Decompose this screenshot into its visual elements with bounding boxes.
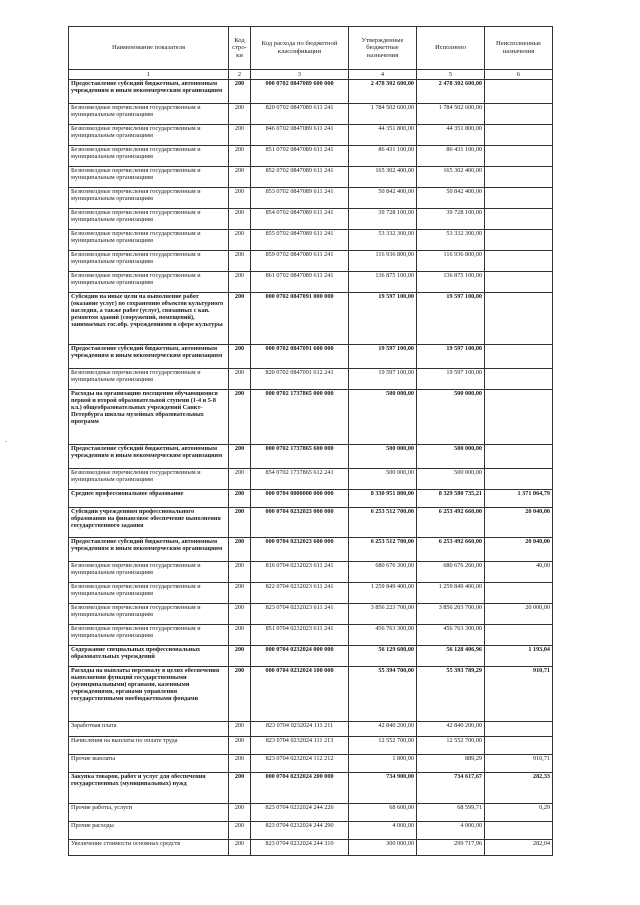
cell-budget-code: 000 0702 0847089 600 000 bbox=[251, 80, 349, 104]
cell-unexecuted: 40,00 bbox=[485, 562, 553, 583]
cell-executed: 42 840 200,00 bbox=[417, 722, 485, 737]
cell-approved: 50 842 400,00 bbox=[349, 188, 417, 209]
header-row-code: Код стро-ки bbox=[229, 27, 251, 70]
cell-executed: 734 617,67 bbox=[417, 773, 485, 804]
cell-name: Безвозмездные перечисления государственным и муниципальным организациям bbox=[69, 583, 229, 604]
cell-approved: 53 332 300,00 bbox=[349, 230, 417, 251]
cell-name: Предоставление субсидий бюджетным, автономным учреждениям и иным некоммерческим организациям bbox=[69, 345, 229, 369]
table-row bbox=[69, 822, 553, 840]
cell-executed: 456 763 300,00 bbox=[417, 625, 485, 646]
cell-unexecuted bbox=[485, 230, 553, 251]
table-row bbox=[69, 667, 553, 722]
cell-unexecuted bbox=[485, 167, 553, 188]
cell-budget-code: 820 0702 0847091 612 241 bbox=[251, 369, 349, 390]
table-row bbox=[69, 562, 553, 583]
table-row bbox=[69, 146, 553, 167]
table-row bbox=[69, 188, 553, 209]
column-index: 5 bbox=[417, 70, 485, 80]
cell-budget-code: 000 0704 0232024 000 000 bbox=[251, 646, 349, 667]
cell-name: Безвозмездные перечисления государственным и муниципальным организациям bbox=[69, 251, 229, 272]
cell-name: Безвозмездные перечисления государственным и муниципальным организациям bbox=[69, 125, 229, 146]
cell-executed: 1 784 502 600,00 bbox=[417, 104, 485, 125]
cell-budget-code: 851 0704 0232023 611 241 bbox=[251, 625, 349, 646]
cell-unexecuted bbox=[485, 625, 553, 646]
cell-unexecuted: 20 000,00 bbox=[485, 604, 553, 625]
cell-row-code: 200 bbox=[229, 230, 251, 251]
cell-executed: 680 676 260,00 bbox=[417, 562, 485, 583]
cell-executed: 53 332 300,00 bbox=[417, 230, 485, 251]
cell-unexecuted bbox=[485, 445, 553, 469]
cell-row-code: 200 bbox=[229, 822, 251, 840]
cell-executed: 86 431 100,00 bbox=[417, 146, 485, 167]
cell-unexecuted bbox=[485, 125, 553, 146]
cell-name: Безвозмездные перечисления государственным и муниципальным организациям bbox=[69, 604, 229, 625]
cell-row-code: 200 bbox=[229, 80, 251, 104]
cell-budget-code: 823 0704 0232024 244 226 bbox=[251, 804, 349, 822]
table-row bbox=[69, 737, 553, 755]
cell-unexecuted bbox=[485, 390, 553, 445]
table-row bbox=[69, 722, 553, 737]
cell-approved: 8 330 951 800,00 bbox=[349, 490, 417, 508]
cell-row-code: 200 bbox=[229, 146, 251, 167]
cell-executed: 2 478 302 600,00 bbox=[417, 80, 485, 104]
table-row bbox=[69, 773, 553, 804]
cell-unexecuted bbox=[485, 272, 553, 293]
cell-executed: 4 000,00 bbox=[417, 822, 485, 840]
table-row bbox=[69, 445, 553, 469]
cell-unexecuted: 910,71 bbox=[485, 755, 553, 773]
cell-unexecuted: 1 193,04 bbox=[485, 646, 553, 667]
cell-name: Содержание специальных профессиональных образовательных учреждений bbox=[69, 646, 229, 667]
column-index: 1 bbox=[69, 70, 229, 80]
column-index: 3 bbox=[251, 70, 349, 80]
cell-executed: 68 599,71 bbox=[417, 804, 485, 822]
cell-executed: 500 000,00 bbox=[417, 390, 485, 445]
cell-executed: 19 597 100,00 bbox=[417, 369, 485, 390]
table-row bbox=[69, 508, 553, 538]
cell-row-code: 200 bbox=[229, 583, 251, 604]
cell-row-code: 200 bbox=[229, 104, 251, 125]
header-unexecuted: Неисполненные назначения bbox=[485, 27, 553, 70]
cell-unexecuted bbox=[485, 146, 553, 167]
cell-name: Безвозмездные перечисления государственным и муниципальным организациям bbox=[69, 209, 229, 230]
cell-unexecuted bbox=[485, 822, 553, 840]
cell-budget-code: 823 0704 0232024 244 310 bbox=[251, 840, 349, 856]
cell-name: Расходы на выплаты персоналу в целях обеспечения выполнения функций государственными (муниципальными) органами, казенными учреждениями, органами управления государственными внебюджетными фондами bbox=[69, 667, 229, 722]
table-row bbox=[69, 293, 553, 345]
cell-executed: 19 597 100,00 bbox=[417, 345, 485, 369]
cell-unexecuted bbox=[485, 80, 553, 104]
budget-execution-table bbox=[68, 26, 553, 856]
cell-unexecuted: 20 040,00 bbox=[485, 538, 553, 562]
cell-budget-code: 823 0704 0232024 111 213 bbox=[251, 737, 349, 755]
cell-budget-code: 823 0704 0232024 112 212 bbox=[251, 755, 349, 773]
cell-row-code: 200 bbox=[229, 188, 251, 209]
cell-budget-code: 000 0702 0847091 000 000 bbox=[251, 293, 349, 345]
cell-unexecuted bbox=[485, 469, 553, 490]
table-header-row bbox=[69, 27, 553, 70]
table-row bbox=[69, 469, 553, 490]
table-row bbox=[69, 625, 553, 646]
cell-approved: 2 478 302 600,00 bbox=[349, 80, 417, 104]
cell-executed: 50 842 400,00 bbox=[417, 188, 485, 209]
cell-executed: 56 128 406,96 bbox=[417, 646, 485, 667]
cell-executed: 136 875 100,00 bbox=[417, 272, 485, 293]
cell-executed: 6 253 492 660,00 bbox=[417, 508, 485, 538]
cell-approved: 680 676 300,00 bbox=[349, 562, 417, 583]
cell-budget-code: 823 0704 0232024 244 290 bbox=[251, 822, 349, 840]
cell-approved: 500 000,00 bbox=[349, 390, 417, 445]
cell-budget-code: 854 0702 1737865 612 241 bbox=[251, 469, 349, 490]
cell-name: Безвозмездные перечисления государственным и муниципальным организациям bbox=[69, 272, 229, 293]
table-row bbox=[69, 755, 553, 773]
cell-budget-code: 000 0704 0232024 100 000 bbox=[251, 667, 349, 722]
cell-approved: 39 728 100,00 bbox=[349, 209, 417, 230]
cell-row-code: 200 bbox=[229, 773, 251, 804]
header-budget-code: Код расхода по бюджетной классификации bbox=[251, 27, 349, 70]
cell-approved: 19 597 100,00 bbox=[349, 345, 417, 369]
header-executed: Исполнено bbox=[417, 27, 485, 70]
cell-executed: 889,29 bbox=[417, 755, 485, 773]
header-approved: Утвержденные бюджетные назначения bbox=[349, 27, 417, 70]
cell-budget-code: 820 0702 0847089 611 241 bbox=[251, 104, 349, 125]
cell-unexecuted: 1 371 064,79 bbox=[485, 490, 553, 508]
cell-approved: 68 600,00 bbox=[349, 804, 417, 822]
cell-name: Закупка товаров, работ и услуг для обеспечения государственных (муниципальных) нужд bbox=[69, 773, 229, 804]
cell-approved: 1 800,00 bbox=[349, 755, 417, 773]
table-row bbox=[69, 209, 553, 230]
cell-approved: 500 000,00 bbox=[349, 445, 417, 469]
cell-executed: 39 728 100,00 bbox=[417, 209, 485, 230]
header-name: Наименование показателя bbox=[69, 27, 229, 70]
cell-unexecuted: 20 040,00 bbox=[485, 508, 553, 538]
table-row bbox=[69, 272, 553, 293]
table-row bbox=[69, 390, 553, 445]
cell-row-code: 200 bbox=[229, 840, 251, 856]
table-row bbox=[69, 80, 553, 104]
table-row bbox=[69, 804, 553, 822]
cell-approved: 55 394 700,00 bbox=[349, 667, 417, 722]
cell-executed: 44 351 800,00 bbox=[417, 125, 485, 146]
cell-executed: 19 597 100,00 bbox=[417, 293, 485, 345]
cell-unexecuted: 910,71 bbox=[485, 667, 553, 722]
cell-unexecuted bbox=[485, 737, 553, 755]
cell-approved: 19 597 100,00 bbox=[349, 293, 417, 345]
cell-approved: 86 431 100,00 bbox=[349, 146, 417, 167]
cell-budget-code: 853 0702 0847089 611 241 bbox=[251, 188, 349, 209]
cell-name: Предоставление субсидий бюджетным, автономным учреждениям и иным некоммерческим организациям bbox=[69, 445, 229, 469]
table-row bbox=[69, 538, 553, 562]
cell-executed: 1 259 849 400,00 bbox=[417, 583, 485, 604]
cell-approved: 12 552 700,00 bbox=[349, 737, 417, 755]
column-index: 6 bbox=[485, 70, 553, 80]
cell-name: Увеличение стоимости основных средств bbox=[69, 840, 229, 856]
cell-name: Предоставление субсидий бюджетным, автономным учреждениям и иным некоммерческим организациям bbox=[69, 538, 229, 562]
cell-approved: 734 900,00 bbox=[349, 773, 417, 804]
cell-row-code: 200 bbox=[229, 538, 251, 562]
column-index: 4 bbox=[349, 70, 417, 80]
cell-unexecuted bbox=[485, 188, 553, 209]
cell-executed: 299 717,96 bbox=[417, 840, 485, 856]
cell-name: Безвозмездные перечисления государственным и муниципальным организациям bbox=[69, 625, 229, 646]
cell-name: Прочие работы, услуги bbox=[69, 804, 229, 822]
cell-approved: 136 875 100,00 bbox=[349, 272, 417, 293]
cell-row-code: 200 bbox=[229, 508, 251, 538]
table-row bbox=[69, 251, 553, 272]
cell-approved: 6 253 512 700,00 bbox=[349, 508, 417, 538]
margin-mark: - bbox=[5, 439, 7, 445]
cell-budget-code: 823 0704 0232024 111 211 bbox=[251, 722, 349, 737]
cell-approved: 44 351 800,00 bbox=[349, 125, 417, 146]
table-row bbox=[69, 125, 553, 146]
column-index: 2 bbox=[229, 70, 251, 80]
table-row bbox=[69, 604, 553, 625]
cell-row-code: 200 bbox=[229, 369, 251, 390]
table-row bbox=[69, 345, 553, 369]
cell-row-code: 200 bbox=[229, 345, 251, 369]
cell-row-code: 200 bbox=[229, 445, 251, 469]
cell-executed: 116 936 800,00 bbox=[417, 251, 485, 272]
cell-budget-code: 846 0702 0847089 611 241 bbox=[251, 125, 349, 146]
cell-budget-code: 854 0702 0847089 611 241 bbox=[251, 209, 349, 230]
cell-executed: 12 552 700,00 bbox=[417, 737, 485, 755]
cell-row-code: 200 bbox=[229, 209, 251, 230]
cell-executed: 6 253 492 660,00 bbox=[417, 538, 485, 562]
cell-approved: 3 856 223 700,00 bbox=[349, 604, 417, 625]
cell-approved: 19 597 100,00 bbox=[349, 369, 417, 390]
cell-budget-code: 816 0704 0232023 611 241 bbox=[251, 562, 349, 583]
cell-name: Заработная плата bbox=[69, 722, 229, 737]
cell-row-code: 200 bbox=[229, 125, 251, 146]
cell-name: Безвозмездные перечисления государственным и муниципальным организациям bbox=[69, 469, 229, 490]
cell-unexecuted bbox=[485, 722, 553, 737]
cell-row-code: 200 bbox=[229, 390, 251, 445]
cell-name: Безвозмездные перечисления государственным и муниципальным организациям bbox=[69, 146, 229, 167]
cell-budget-code: 852 0702 0847089 611 241 bbox=[251, 167, 349, 188]
cell-approved: 6 253 512 700,00 bbox=[349, 538, 417, 562]
cell-name: Субсидии на иные цели на выполнение работ (оказание услуг) по сохранению объектов культурного наследия, а также работ (услуг), связанных с кап. ремонтом зданий (сооружений, помещений), занимаемых гос.обр. учреждениями в сфере культуры bbox=[69, 293, 229, 345]
table-row bbox=[69, 840, 553, 856]
cell-unexecuted: 282,33 bbox=[485, 773, 553, 804]
cell-name: Начисления на выплаты по оплате труда bbox=[69, 737, 229, 755]
cell-name: Предоставление субсидий бюджетным, автономным учреждениям и иным некоммерческим организациям bbox=[69, 80, 229, 104]
cell-name: Безвозмездные перечисления государственным и муниципальным организациям bbox=[69, 188, 229, 209]
cell-budget-code: 822 0704 0232023 611 241 bbox=[251, 583, 349, 604]
cell-executed: 165 302 400,00 bbox=[417, 167, 485, 188]
cell-unexecuted: 282,04 bbox=[485, 840, 553, 856]
cell-name: Расходы на организацию посещения обучающимися первой и второй образовательной ступени (1-4 и 5-8 кл.) общеобразовательных учреждений Санкт-Петербурга школы музейных образовательных программ bbox=[69, 390, 229, 445]
cell-unexecuted: 0,29 bbox=[485, 804, 553, 822]
cell-unexecuted bbox=[485, 293, 553, 345]
table-row bbox=[69, 230, 553, 251]
cell-budget-code: 823 0704 0232023 611 241 bbox=[251, 604, 349, 625]
cell-budget-code: 859 0702 0847089 611 241 bbox=[251, 251, 349, 272]
cell-approved: 165 302 400,00 bbox=[349, 167, 417, 188]
cell-executed: 3 856 203 700,00 bbox=[417, 604, 485, 625]
cell-row-code: 200 bbox=[229, 625, 251, 646]
table-body bbox=[69, 80, 553, 856]
cell-budget-code: 861 0702 0847089 611 241 bbox=[251, 272, 349, 293]
cell-budget-code: 000 0702 0847091 600 000 bbox=[251, 345, 349, 369]
cell-executed: 55 393 789,29 bbox=[417, 667, 485, 722]
table-column-index-row bbox=[69, 70, 553, 80]
cell-budget-code: 000 0704 0232024 200 000 bbox=[251, 773, 349, 804]
cell-budget-code: 000 0704 0000000 000 000 bbox=[251, 490, 349, 508]
cell-name: Среднее профессиональное образование bbox=[69, 490, 229, 508]
cell-approved: 116 936 800,00 bbox=[349, 251, 417, 272]
cell-name: Безвозмездные перечисления государственным и муниципальным организациям bbox=[69, 369, 229, 390]
cell-row-code: 200 bbox=[229, 722, 251, 737]
cell-row-code: 200 bbox=[229, 646, 251, 667]
cell-approved: 56 129 600,00 bbox=[349, 646, 417, 667]
cell-budget-code: 000 0704 0232023 600 000 bbox=[251, 538, 349, 562]
cell-approved: 456 763 300,00 bbox=[349, 625, 417, 646]
cell-approved: 300 000,00 bbox=[349, 840, 417, 856]
cell-name: Безвозмездные перечисления государственным и муниципальным организациям bbox=[69, 104, 229, 125]
table-row bbox=[69, 167, 553, 188]
table-row bbox=[69, 490, 553, 508]
cell-budget-code: 000 0704 0232023 000 000 bbox=[251, 508, 349, 538]
cell-unexecuted bbox=[485, 209, 553, 230]
cell-executed: 500 000,00 bbox=[417, 469, 485, 490]
cell-row-code: 200 bbox=[229, 667, 251, 722]
cell-row-code: 200 bbox=[229, 755, 251, 773]
cell-unexecuted bbox=[485, 251, 553, 272]
cell-approved: 500 000,00 bbox=[349, 469, 417, 490]
table-row bbox=[69, 104, 553, 125]
cell-approved: 1 784 502 600,00 bbox=[349, 104, 417, 125]
cell-executed: 8 329 580 735,21 bbox=[417, 490, 485, 508]
cell-row-code: 200 bbox=[229, 490, 251, 508]
cell-row-code: 200 bbox=[229, 293, 251, 345]
cell-approved: 42 840 200,00 bbox=[349, 722, 417, 737]
cell-name: Прочие выплаты bbox=[69, 755, 229, 773]
cell-unexecuted bbox=[485, 104, 553, 125]
cell-approved: 1 259 849 400,00 bbox=[349, 583, 417, 604]
cell-row-code: 200 bbox=[229, 272, 251, 293]
cell-unexecuted bbox=[485, 369, 553, 390]
cell-unexecuted bbox=[485, 583, 553, 604]
cell-name: Субсидии учреждениям профессионального образования на финансовое обеспечение выполнения государственного задания bbox=[69, 508, 229, 538]
table-row bbox=[69, 646, 553, 667]
cell-approved: 4 000,00 bbox=[349, 822, 417, 840]
cell-row-code: 200 bbox=[229, 562, 251, 583]
cell-name: Безвозмездные перечисления государственным и муниципальным организациям bbox=[69, 167, 229, 188]
cell-row-code: 200 bbox=[229, 804, 251, 822]
cell-row-code: 200 bbox=[229, 604, 251, 625]
cell-budget-code: 855 0702 0847089 611 241 bbox=[251, 230, 349, 251]
cell-budget-code: 851 0702 0847089 611 241 bbox=[251, 146, 349, 167]
cell-name: Безвозмездные перечисления государственным и муниципальным организациям bbox=[69, 230, 229, 251]
cell-name: Безвозмездные перечисления государственным и муниципальным организациям bbox=[69, 562, 229, 583]
cell-name: Прочие расходы bbox=[69, 822, 229, 840]
cell-row-code: 200 bbox=[229, 167, 251, 188]
cell-row-code: 200 bbox=[229, 737, 251, 755]
cell-row-code: 200 bbox=[229, 251, 251, 272]
cell-row-code: 200 bbox=[229, 469, 251, 490]
table-row bbox=[69, 369, 553, 390]
cell-unexecuted bbox=[485, 345, 553, 369]
cell-budget-code: 000 0702 1737865 000 000 bbox=[251, 390, 349, 445]
cell-budget-code: 000 0702 1737865 600 000 bbox=[251, 445, 349, 469]
table-row bbox=[69, 583, 553, 604]
cell-executed: 500 000,00 bbox=[417, 445, 485, 469]
